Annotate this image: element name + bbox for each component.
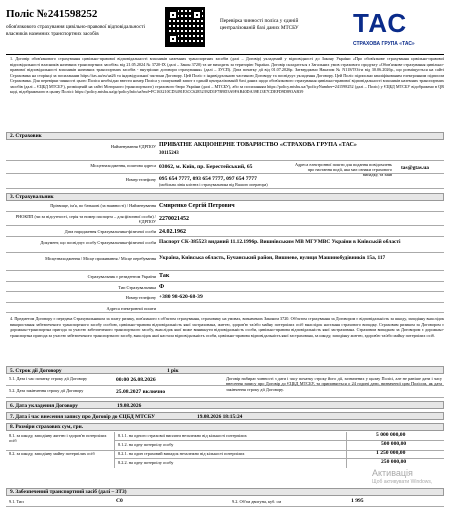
insured-rnokpp: 2270021452 [159, 216, 189, 222]
sums-group-label: 8.2. за шкоду, заподіяну майну потерпілих осіб [9, 451, 95, 456]
insured-fio-label: Прізвище, ім'я, по батькові (за наявності) / Найменування [50, 203, 156, 208]
validity-rules-text [226, 376, 442, 392]
insurer-address-label: Місцезнаходження, поштова адреса [90, 163, 156, 168]
insurer-phone-row [6, 175, 444, 189]
insured-type-row [6, 283, 444, 292]
sums-row-value: 1 250 000,00 [376, 450, 406, 456]
section-5-heading: 5. Строк дії Договору [10, 368, 62, 374]
sums-row-label: 8.2.1. на один страховий випадок незалежно від кількості потерпілих [118, 451, 245, 456]
insured-phone: +380 98-620-68-39 [159, 294, 203, 300]
contract-term: 1 рік [167, 368, 179, 374]
insurer-phone: 095 654 7777, 093 654 7777, 097 654 7777 [159, 176, 257, 182]
insured-email-row [6, 304, 444, 313]
contract-date: 19.08.2026 [117, 403, 142, 409]
insured-rnokpp-row [6, 213, 444, 226]
insured-address-row [6, 254, 444, 271]
qr-code[interactable] [165, 7, 205, 47]
end-date: 25.08.2027 включно [116, 389, 166, 395]
insurer-address: 03062, м. Київ, пр. Берестейський, 65 [159, 164, 253, 170]
insured-birth-row [6, 227, 444, 237]
insured-resident: Так [159, 273, 170, 279]
section-6-heading: 6. Дата укладення Договору [10, 403, 78, 409]
insured-birth: 24.02.1962 [159, 229, 186, 235]
vehicle-type: C0 [116, 498, 123, 504]
insurer-name-label: Найменування ЄДРПОУ [110, 144, 156, 149]
insured-fio-row [6, 202, 444, 212]
insured-phone-label: Номер телефону [125, 295, 156, 300]
sums-row-value: 5 000 000,00 [376, 432, 406, 438]
insurer-edrpou: 30115243 [159, 151, 179, 156]
sums-row-value: 500 000,00 [381, 441, 407, 447]
sums-row-label: 8.1.2. на одну потерпілу особу [118, 442, 174, 447]
watermark-title: Активація [372, 468, 413, 478]
section-7-row [6, 412, 444, 420]
engine-volume-label: 9.2. Об'єм двигуна, куб. см [232, 499, 282, 504]
validity-rules: Договір набирає чинності з дати і часу початку строку його дії, зазначених у цьому Полісі, але не раніше дати і часу внесення запису про Договір до ЄЦБД МТСБУ, та припиняється о 24 годині дати, визначеної цим Полісом, як дата закінчення строку дії Договору. [226, 376, 442, 392]
insured-birth-label: Дата народження Страхувальника-фізичної особи [64, 229, 156, 234]
engine-volume: 1 995 [351, 498, 364, 504]
section-1-text: 1. Договір обов'язкового страхування цивільно-правової відповідальності власників наземних транспортних засобів (далі – Договір) укладений у відповідності до Закону України «Про обов'язкове страхування цивільно-правової відповідальності власників наземних транспортних засобів» від 21.05.2024 № 3720-IX (далі – Закон 3720) та не виходить за територію України. Договір складається з Загальних умов страхового продукту «Обов'язкове страхування цивільно-правової відповідальності власників наземних транспортних засобів - внутрішнє договори страхування» (далі – ЗУСП). Дата початку дії від 01.07.2026р. Затверджено Наказом № N118/ТО/ги від 30.06.2026р., що розміщується на сайті Страховика на сторінці за посиланням https://tas.ua/ru/ua26 та індивідуальної частини Договору. Цей Поліс є індивідуальною частиною Договору та посвідчує укладення Договору. Цей Поліс підписано кваліфікованим електронним підписом Страховика. Для перевірки чинності цього Поліса необхідно ввести номер Поліса у пошуковий запит з єдиній централізованій базі даних щодо обов'язкового страхування цивільно-правової відповідальності власників наземних транспортних засобів (далі – ЄЦБД МТСБУ), розміщеній на сайті Моторного (транспортного) страхового бюро України (далі – МТСБУ), або за посиланням https://policy.mtsbu.ua/?policyNumber=241598252 (далі – Поліс) у ЄЦБД МТСБУ відображено в QR коді, відображеного в цьому Полісі: https://policy.mtsbu.ua/gr/policyInfo/ua?md=FC163210CD3491E3CC62852392D1F7B9D3A9FAB40DA39E13E7CDEFD9D893AB39 [10, 56, 444, 95]
sums-row-value: 250 000,00 [381, 459, 407, 465]
section-9-heading: 9. Забезпечений транспортний засіб (далі – ЗТЗ) [6, 488, 444, 496]
section-5-heading-row [6, 366, 444, 374]
logo-mark: ТАС [353, 8, 408, 38]
sums-table [6, 432, 444, 468]
insurer-email-label: Адреса електронної пошти для подання повідомлень про настання події, яка має ознаки страхового випадку, та заяв [294, 162, 392, 178]
end-date-label: 5.2. Дата закінчення строку дії Договору [9, 388, 84, 393]
insured-doc-row [6, 238, 444, 253]
section-7-heading: 7. Дата і час внесення запису про Договір до ЄЦБД МТСБУ [10, 414, 156, 420]
insured-resident-label: Страхувальник є резидентом України [87, 274, 156, 279]
vehicle-type-label: 9.1. Тип [9, 499, 24, 504]
insurer-email[interactable]: tas@gtas.ua [401, 165, 429, 171]
insured-address: Україна, Київська область, Бучанський район, Вишневе, вулиця Машинобудівників 15а, 117 [159, 255, 386, 261]
start-date: 00:00 26.08.2026 [116, 377, 156, 383]
insured-type: Ф [159, 284, 165, 290]
logo-subtitle: СТРАХОВА ГРУПА «ТАС» [353, 41, 415, 48]
section-6-row [6, 401, 444, 409]
section-4-text: 4. Предметом Договору є передача Страхувальником за плату ризику, пов'язаного з об'єктом страхування, страховику на умовах, визначених Законом 3720. Об'єктом страхування за Договором є відповідальність за шкоду, заподіяну внаслідок використання забезпеченого транспортного засобу особою, цивільно-правова відповідальність якої застрахована, життю, здоров'ю та/або майну потерпілих осіб внаслідок настання страхового випадку. Страховим ризиком за Договором є дорожньо-транспортна пригода за участю забезпеченого транспортного засобу, внаслідок якої може виникнути відповідальність особи, цивільно-правова відповідальність якої застрахована. Страховим випадком за Договором є дорожньо-транспортна пригода за участю забезпеченого транспортного засобу, внаслідок якої настала відповідальність особи, цивільно-правова відповідальність якої застрахована, за шкоду, заподіяну життю, здоров'ю та/або майну потерпілих осіб. [10, 316, 444, 338]
insurer-phone-note: (мобільна лінія клієнта і страхувальника від Вашого оператора) [159, 182, 268, 187]
insured-doc-label: Документ, що посвідчує особу Страхувальника-фізичної особи [40, 240, 156, 245]
section-2-heading: 2. Страховик [6, 132, 444, 140]
sums-group-label: 8.1. за шкоду, заподіяну життю і здоров'ю потерпілих осіб [9, 433, 107, 444]
insured-fio: Смиренко Сергій Петрович [159, 203, 235, 209]
policy-subtitle: обов'язкового страхування цивільно-правової відповідальності власників наземних транспортних засобів [6, 24, 145, 37]
insured-type-label: Тип Страхувальника [118, 285, 156, 290]
insured-address-label: Місцезнаходження / Місце проживання / Місце перебування [45, 256, 156, 261]
company-logo [353, 8, 443, 50]
insured-phone-row [6, 293, 444, 303]
validity-check-text: Перевірка чинності поліса у єдиній централізованій базі даних МТСБУ [220, 18, 299, 31]
insured-email-label: Адреса електронної пошти [106, 306, 156, 311]
start-date-label: 5.1. Дата і час початку строку дії Договору [9, 376, 88, 381]
insured-resident-row [6, 272, 444, 282]
insurer-name: ПРИВАТНЕ АКЦІОНЕРНЕ ТОВАРИСТВО «СТРАХОВА ГРУПА «ТАС» [159, 142, 357, 148]
insurer-address-row [6, 162, 444, 178]
divider [6, 54, 444, 55]
section-8-heading: 8. Розміри страхових сум, грн. [6, 423, 444, 431]
insured-doc: Паспорт СК-385523 виданий 11.12.1996р. Вишнівським МВ МГУМВС України в Київській області [159, 239, 401, 245]
registry-record-datetime: 19.08.2026 18:15:24 [197, 414, 243, 420]
insurer-name-row [6, 141, 444, 161]
windows-activation-watermark [372, 468, 432, 485]
watermark-subtitle: Щоб активувати Windows, [372, 478, 433, 485]
insured-rnokpp-label: РНОКПП (чи за відсутності, серія та номер паспорта – для фізичної особи) / ЄДРПОУ [15, 214, 156, 225]
sums-row-label: 8.2.2. на одну потерпілу особу [118, 460, 174, 465]
section-3-heading: 3. Страхувальник [6, 193, 444, 201]
vehicle-row [6, 497, 444, 507]
policy-title: Поліс №241598252 [6, 8, 98, 20]
insurer-phone-label: Номер телефону [125, 177, 156, 182]
sums-row-label: 8.1.1. на одного страхової виплати незалежно від кількості потерпілих [118, 433, 247, 438]
